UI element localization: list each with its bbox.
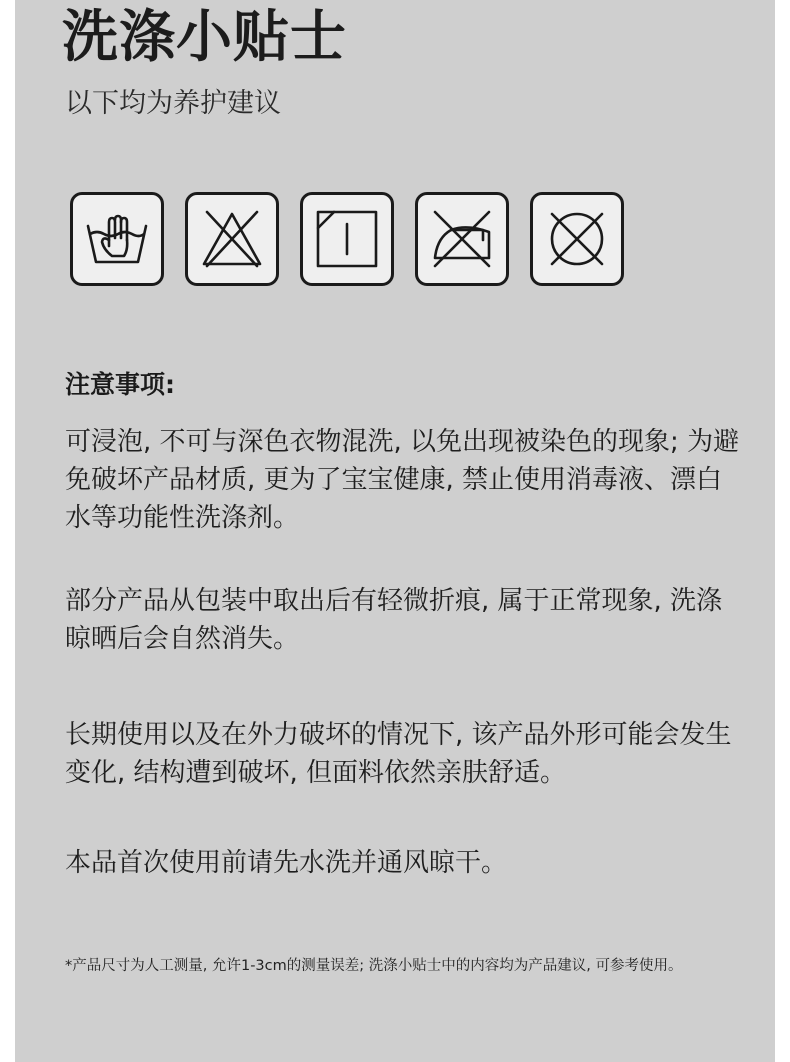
care-icons-row — [70, 192, 624, 286]
do-not-iron-icon — [415, 192, 509, 286]
hand-wash-icon — [70, 192, 164, 286]
note-paragraph: 部分产品从包装中取出后有轻微折痕, 属于正常现象, 洗涤晾晒后会自然消失。 — [65, 586, 723, 654]
do-not-dry-clean-icon — [530, 192, 624, 286]
line-dry-in-shade-icon — [300, 192, 394, 286]
page-subtitle: 以下均为养护建议 — [65, 88, 281, 119]
note-paragraph: 本品首次使用前请先水洗并通风晾干。 — [65, 848, 508, 878]
page-title: 洗涤小贴士 — [62, 5, 347, 70]
note-paragraph: 可浸泡, 不可与深色衣物混洗, 以免出现被染色的现象; 为避免破坏产品材质, 更为了宝宝健康, 禁止使用消毒液、漂白水等功能性洗涤剂。 — [65, 427, 740, 533]
do-not-bleach-icon — [185, 192, 279, 286]
note-paragraph: 长期使用以及在外力破坏的情况下, 该产品外形可能会发生变化, 结构遭到破坏, 但面料依然亲肤舒适。 — [65, 720, 732, 788]
footnote: *产品尺寸为人工测量, 允许1-3cm的测量误差; 洗涤小贴士中的内容均为产品建议, 可参考使用。 — [65, 958, 683, 974]
notes-heading: 注意事项: — [65, 370, 175, 399]
